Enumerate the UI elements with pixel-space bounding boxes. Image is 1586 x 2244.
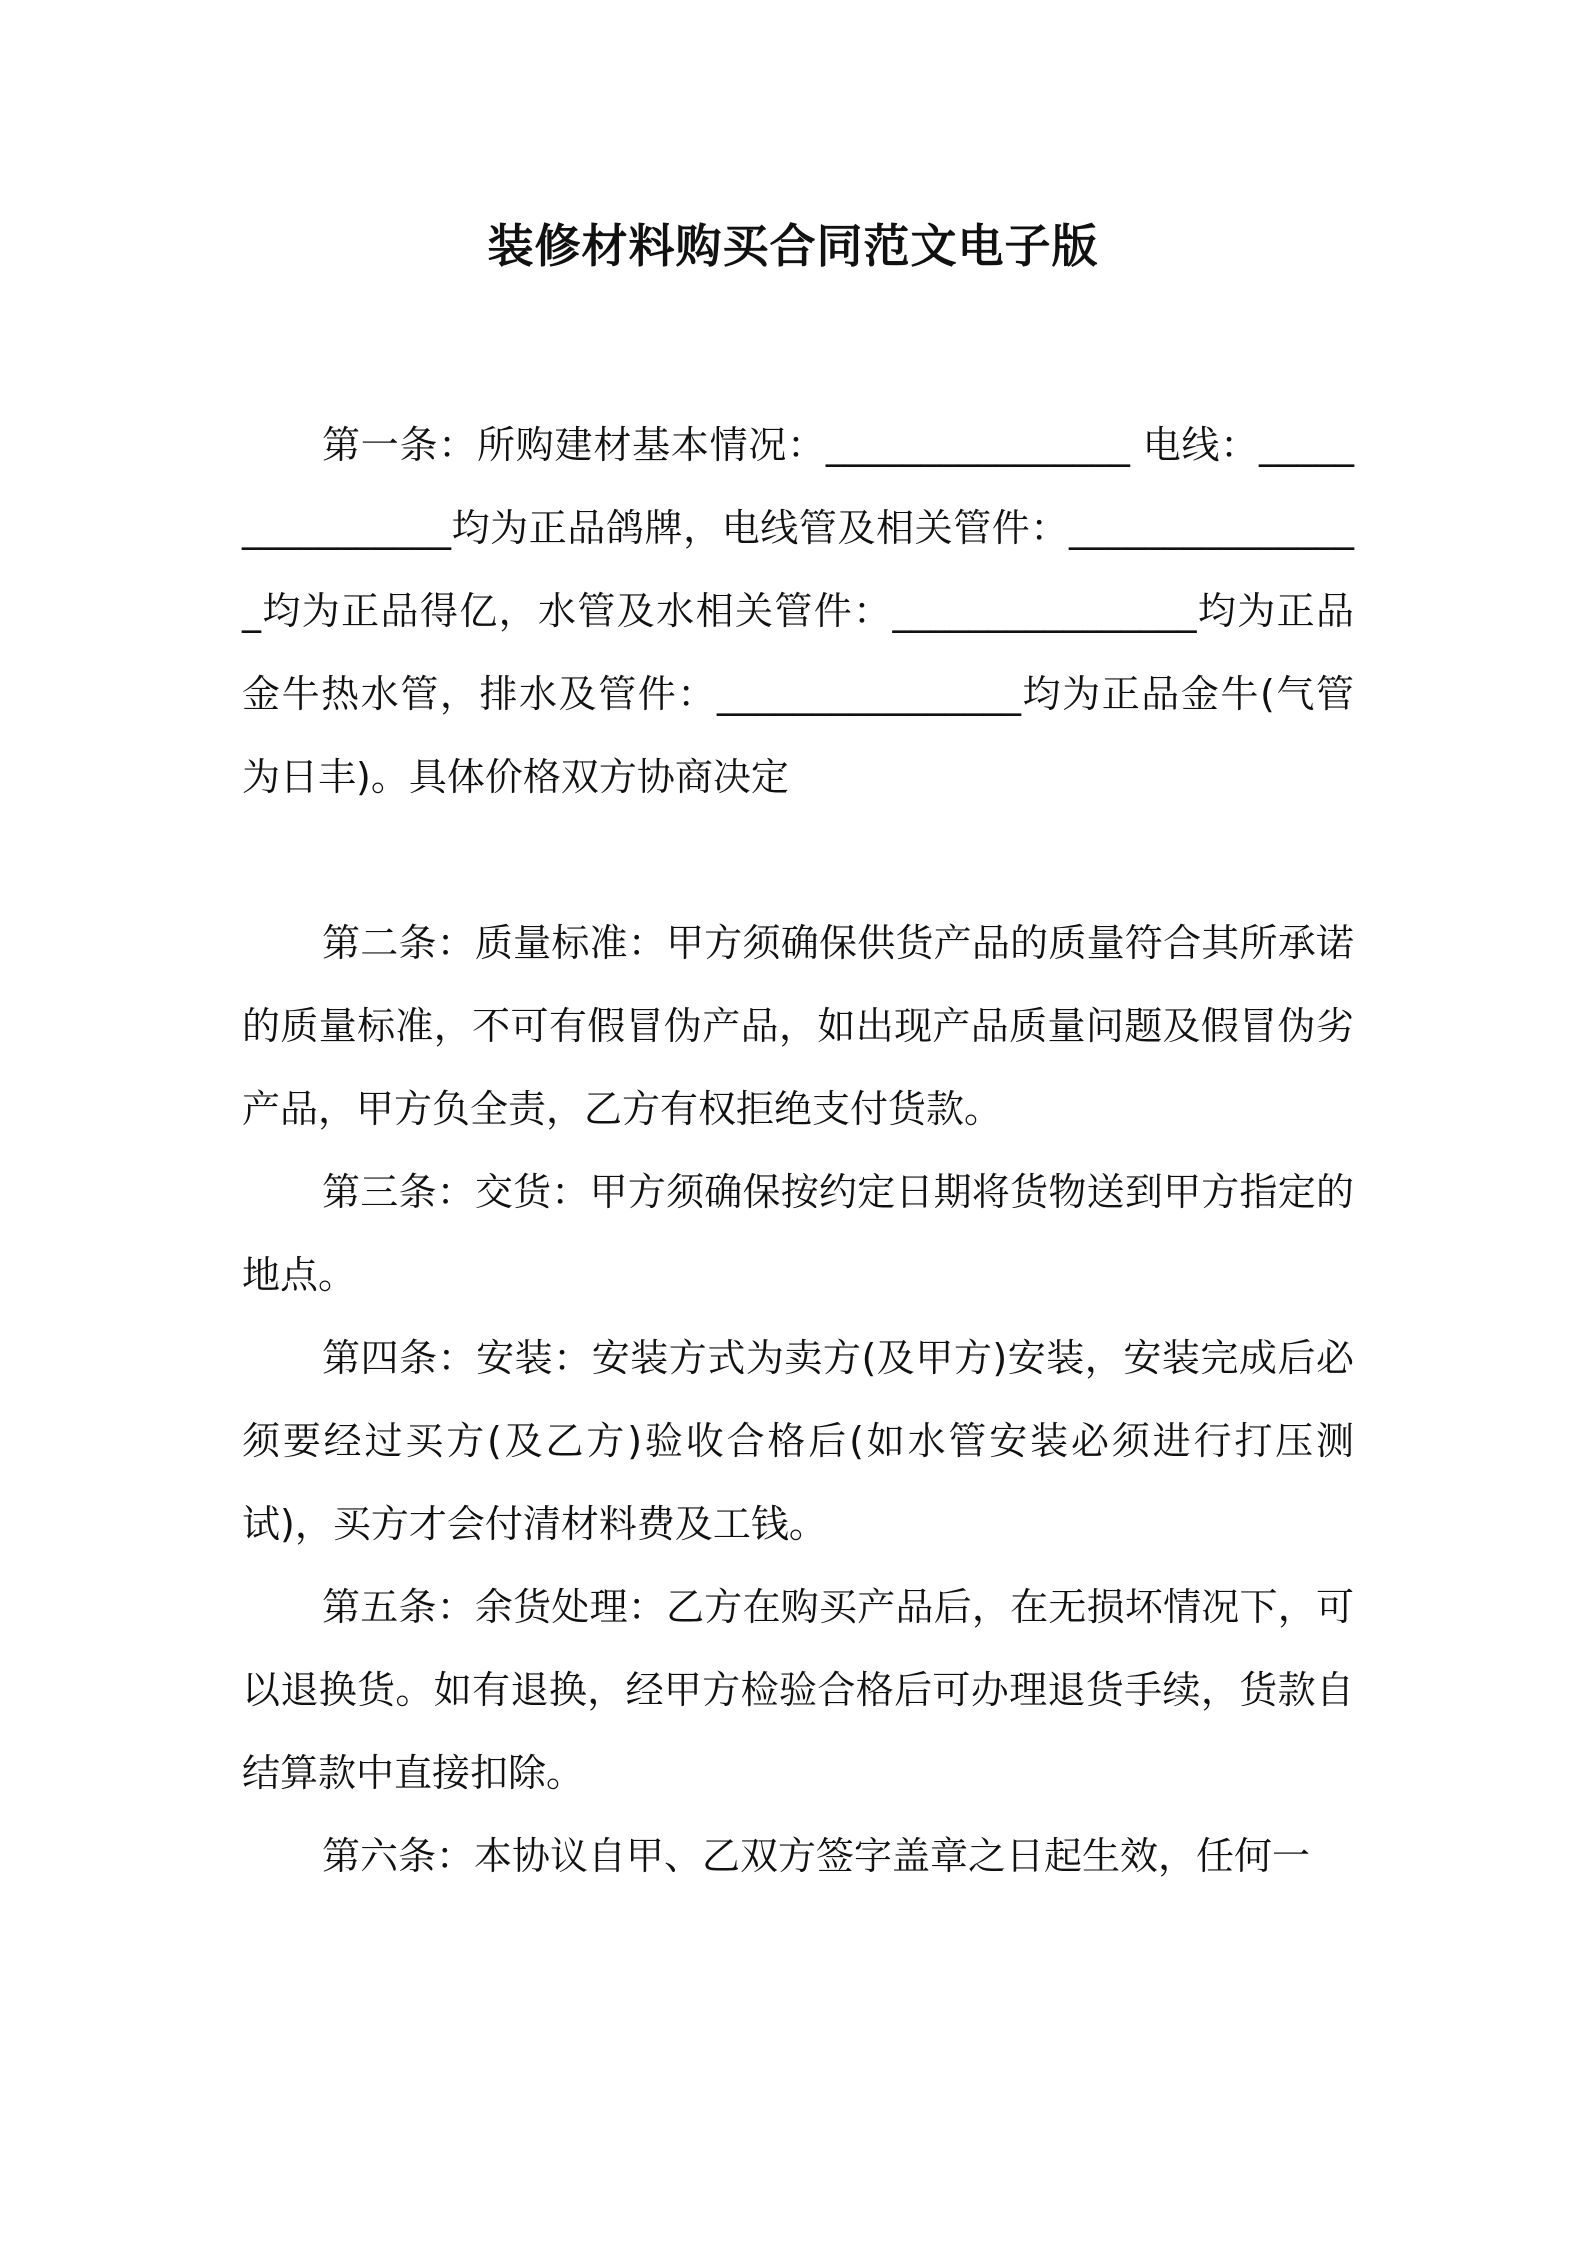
clause-3-paragraph: 第三条：交货：甲方须确保按约定日期将货物送到甲方指定的地点。 (242, 1170, 1354, 1297)
clause-4-paragraph: 第四条：安装：安装方式为卖方(及甲方)安装，安装完成后必须要经过买方(及乙方)验收合格后(如水管安装必须进行打压测试)，买方才会付清材料费及工钱。 (242, 1336, 1354, 1546)
clause-5-paragraph: 第五条：余货处理：乙方在购买产品后，在无损坏情况下，可以退换货。如有退换，经甲方检验合格后可办理退货手续，货款自结算款中直接扣除。 (242, 1585, 1354, 1795)
document-title: 装修材料购买合同范文电子版 (487, 219, 1099, 273)
clause-1-paragraph: 第一条：所购建材基本情况：________________ 电线：________________均为正品鸽牌，电线管及相关管件：________________均为正品得亿，水管及水相关管件：________________均为正品金牛热水管，排水及管件：________________均为正品金牛(气管为日丰)。具体价格双方协商决定 (242, 423, 1354, 799)
clause-2-paragraph: 第二条：质量标准：甲方须确保供货产品的质量符合其所承诺的质量标准，不可有假冒伪产品，如出现产品质量问题及假冒伪劣产品，甲方负全责，乙方有权拒绝支付货款。 (242, 921, 1354, 1131)
clause-6-paragraph: 第六条：本协议自甲、乙双方签字盖章之日起生效，任何一 (322, 1834, 1311, 1878)
document-body (242, 404, 1354, 1898)
